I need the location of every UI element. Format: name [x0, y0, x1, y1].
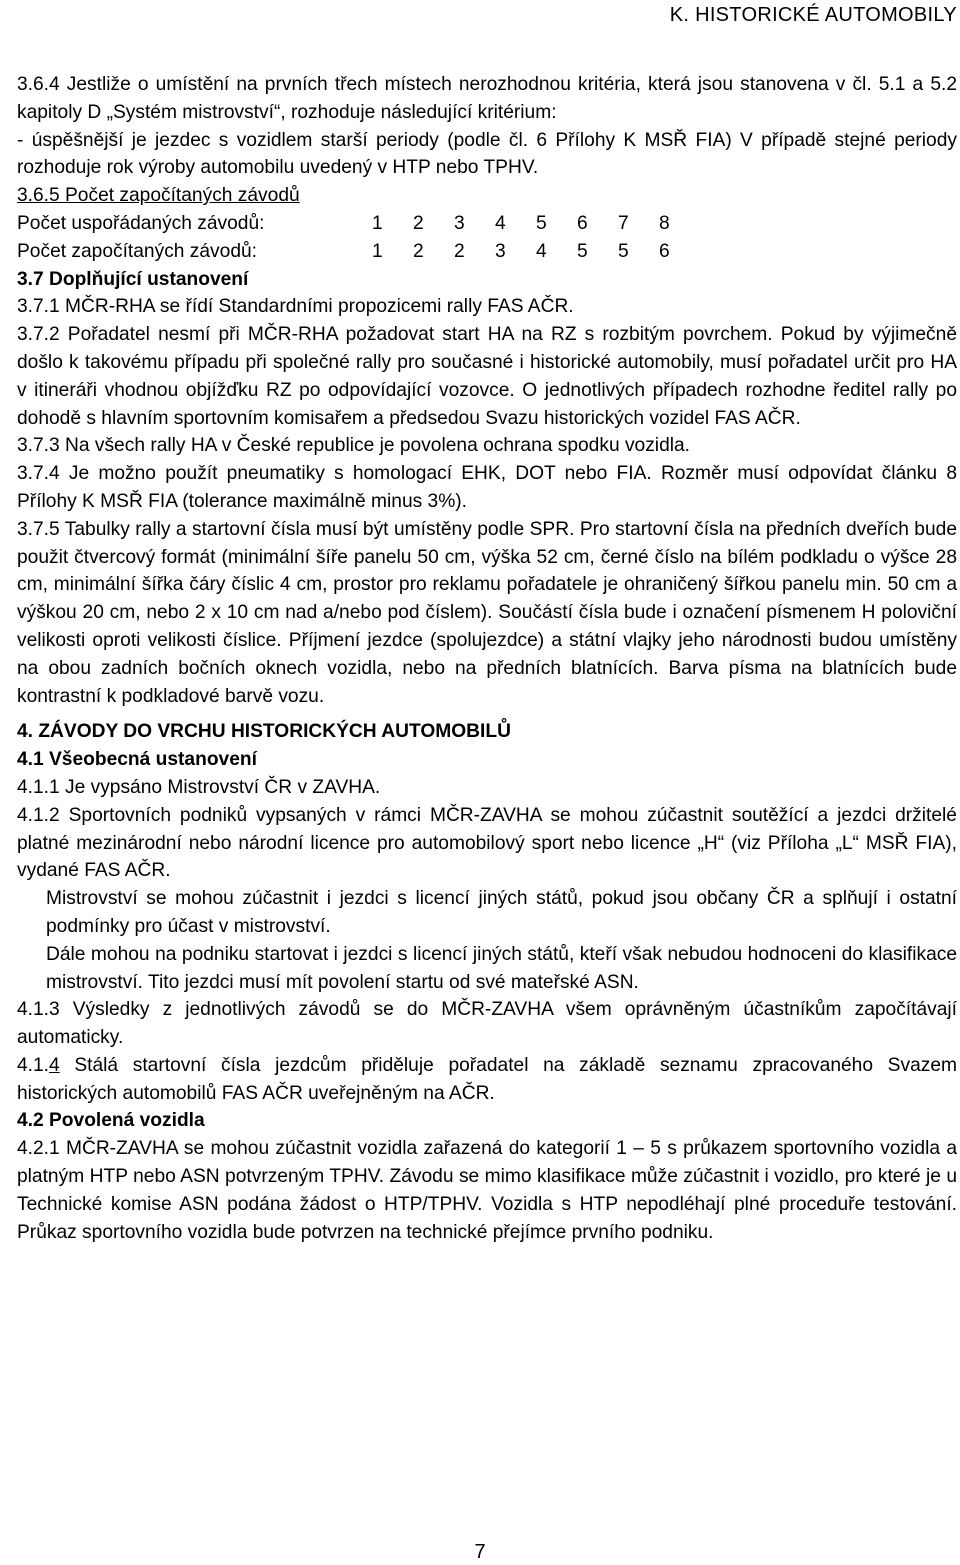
paragraph-4-1-4 [17, 1052, 957, 1108]
paragraph-3-7-3: 3.7.3 Na všech rally HA v České republice je povolena ochrana spodku vozidla. [17, 435, 691, 457]
heading-4-2: 4.2 Povolená vozidla [17, 1110, 205, 1132]
paragraph-4-1-2-text: Sportovních podniků vypsaných v rámci MČR-ZAVHA se mohou zúčastnit soutěžící a jezdci držitelé platné mezinárodní nebo národní licence pro automobilový sport nebo licence „H“ (viz Příloha „L“ MSŘ FIA), vydané FAS AČR. [17, 804, 957, 882]
table-cell: 6 [659, 240, 670, 262]
table-row-label: Počet uspořádaných závodů: [17, 212, 265, 234]
heading-4: 4. ZÁVODY DO VRCHU HISTORICKÝCH AUTOMOBILŮ [17, 721, 511, 743]
heading-3-7: 3.7 Doplňující ustanovení [17, 268, 249, 290]
paragraph-number: 4.1.2 [17, 804, 60, 826]
table-cell: 2 [454, 240, 465, 262]
table-cell: 2 [413, 240, 424, 262]
criterion-text: - úspěšnější je jezdec s vozidlem starší periody (podle čl. 6 Přílohy K MSŘ FIA) V případě stejné periody rozhoduje rok výroby automobilu uvedený v HTP nebo TPHV. [17, 129, 957, 179]
heading-3-6-5 [17, 182, 957, 210]
paragraph-4-1-2-b: Mistrovství se mohou zúčastnit i jezdci s licencí jiných států, pokud jsou občany ČR a splňují i ostatní podmínky pro účast v mistrovství. [46, 888, 957, 937]
paragraph-number: 4.1. [17, 1054, 50, 1076]
paragraph-4-1-1: 4.1.1 Je vypsáno Mistrovství ČR v ZAVHA. [17, 776, 381, 798]
table-cell: 4 [495, 212, 506, 234]
table-cell: 2 [413, 212, 424, 234]
paragraph-3-7-4: 3.7.4 Je možno použít pneumatiky s homologací EHK, DOT nebo FIA. Rozměr musí odpovídat článku 8 Přílohy K MSŘ FIA (tolerance maximálně minus 3%). [17, 463, 957, 512]
race-count-table [17, 210, 957, 266]
table-cell: 6 [577, 212, 588, 234]
table-cell: 8 [659, 212, 670, 234]
table-cell: 5 [536, 212, 547, 234]
paragraph-3-7-1: 3.7.1 MČR-RHA se řídí Standardními propozicemi rally FAS AČR. [17, 296, 574, 318]
paragraph-4-2-1: 4.2.1 MČR-ZAVHA se mohou zúčastnit vozidla zařazená do kategorií 1 – 5 s průkazem sportovního vozidla a platným HTP nebo ASN potvrzeným TPHV. Závodu se mimo klasifikace může zúčastnit i vozidlo, pro které je u Technické komise ASN podána žádost o HTP/TPHV. Vozidla s HTP nepodléhají plné proceduře testování. Průkaz sportovního vozidla bude potvrzen na technické přejímce prvního podniku. [17, 1138, 957, 1243]
table-row-label: Počet započítaných závodů: [17, 240, 257, 262]
paragraph-3-7-5: 3.7.5 Tabulky rally a startovní čísla musí být umístěny podle SPR. Pro startovní čísla na předních dveřích bude použit čtvercový formát (minimální šíře panelu 50 cm, výška 52 cm, černé číslo na bílém podkladu o výšce 28 cm, minimální šířka čáry číslic 4 cm, prostor pro reklamu pořadatele je ohraničený šířkou panelu min. 50 cm a výškou 20 cm, nebo 2 x 10 cm nad a/nebo pod číslem). Součástí čísla bude i označení písmenem H poloviční velikosti oproti velikosti číslice. Příjmení jezdce (spolujezdce) a státní vlajky jeho národnosti budou umístěny na obou zadních bočních oknech vozidla, nebo na předních blatnících. Barva písma na blatnících bude kontrastní k podkladové barvě vozu. [17, 518, 957, 707]
criterion-item [17, 127, 957, 183]
paragraph-3-6-4: 3.6.4 Jestliže o umístění na prvních třech místech nerozhodnou kritéria, která jsou stanovena v čl. 5.1 a 5.2 kapitoly D „Systém mistrovství“, rozhoduje následující kritérium: [17, 74, 957, 123]
table-cell: 1 [372, 240, 383, 262]
table-cell: 5 [618, 240, 629, 262]
paragraph-4-1-2 [17, 802, 957, 885]
page-number: 7 [474, 1541, 486, 1563]
table-cell: 1 [372, 212, 383, 234]
table-cell: 3 [495, 240, 506, 262]
table-cell: 3 [454, 212, 465, 234]
table-row-organized [17, 210, 957, 238]
heading-4-1: 4.1 Všeobecná ustanovení [17, 749, 257, 771]
paragraph-number-underlined: 4 [49, 1054, 60, 1076]
paragraph-4-1-2-c: Dále mohou na podniku startovat i jezdci s licencí jiných států, kteří však nebudou hodnoceni do klasifikace mistrovství. Tito jezdci musí mít povolení startu od své mateřské ASN. [46, 943, 957, 993]
running-header: K. HISTORICKÉ AUTOMOBILY [669, 4, 957, 26]
paragraph-4-1-3: 4.1.3 Výsledky z jednotlivých závodů se do MČR-ZAVHA všem oprávněným účastníkům započítávají automaticky. [17, 999, 957, 1049]
table-cell: 4 [536, 240, 547, 262]
document-body [17, 71, 957, 1246]
table-row-counted [17, 238, 957, 266]
table-cell: 5 [577, 240, 588, 262]
paragraph-3-7-2: 3.7.2 Pořadatel nesmí při MČR-RHA požadovat start HA na RZ s rozbitým povrchem. Pokud by výjimečně došlo k takovému případu při společné rally pro současné i historické automobily, musí pořadatel určit pro HA v itineráři vhodnou objížďku RZ po odpovídající vozovce. O jednotlivých případech rozhodne ředitel rally po dohodě s hlavním sportovním komisařem a předsedou Svazu historických vozidel FAS AČR. [17, 324, 957, 429]
paragraph-4-1-4-text: Stálá startovní čísla jezdcům přiděluje pořadatel na základě seznamu zpracovaného Svazem historických automobilů FAS AČR uveřejněným na AČR. [17, 1054, 957, 1104]
table-cell: 7 [618, 212, 629, 234]
heading-3-6-5-text: 3.6.5 Počet započítaných závodů [17, 185, 300, 207]
